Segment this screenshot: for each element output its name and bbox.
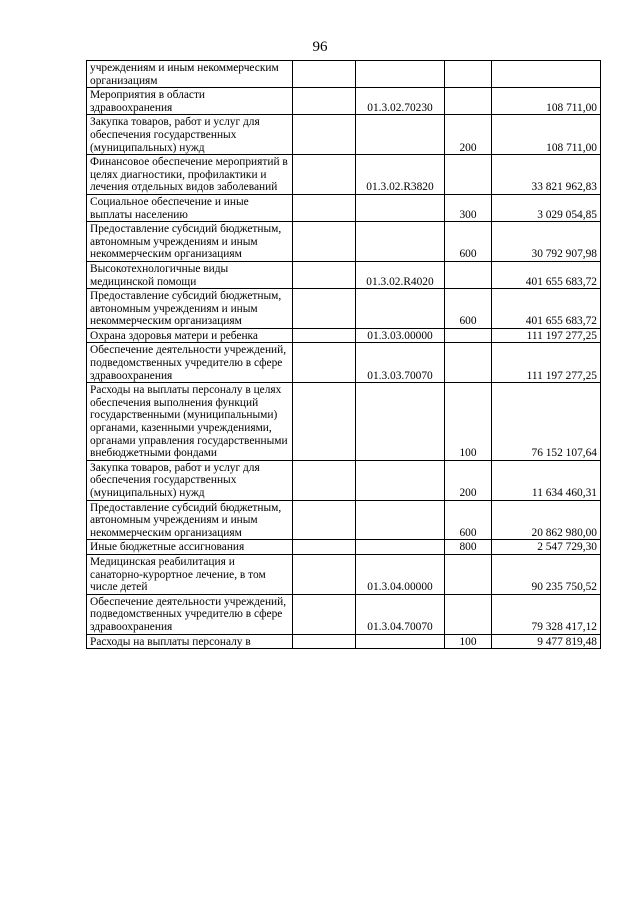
cell-amount: 401 655 683,72: [492, 289, 601, 329]
cell-name: Предоставление субсидий бюджетным, автономным учреждениям и иным некоммерческим организациям: [87, 222, 293, 262]
table-row: [87, 61, 601, 88]
cell-kind: 600: [445, 222, 492, 262]
cell-amount: 20 862 980,00: [492, 500, 601, 540]
cell-blank: [293, 261, 356, 288]
cell-code: 01.3.04.70070: [356, 594, 445, 634]
cell-amount: [492, 61, 601, 88]
cell-amount: 33 821 962,83: [492, 155, 601, 195]
cell-kind: [445, 343, 492, 383]
cell-kind: [445, 88, 492, 115]
cell-name: Предоставление субсидий бюджетным, автономным учреждениям и иным некоммерческим организациям: [87, 289, 293, 329]
cell-code: [356, 194, 445, 221]
cell-code: 01.3.03.00000: [356, 328, 445, 343]
cell-kind: 300: [445, 194, 492, 221]
cell-amount: 11 634 460,31: [492, 460, 601, 500]
cell-kind: 600: [445, 289, 492, 329]
cell-blank: [293, 328, 356, 343]
cell-kind: 100: [445, 634, 492, 649]
cell-blank: [293, 460, 356, 500]
cell-kind: 200: [445, 115, 492, 155]
table-row: [87, 261, 601, 288]
cell-amount: 76 152 107,64: [492, 383, 601, 461]
cell-blank: [293, 115, 356, 155]
cell-code: [356, 383, 445, 461]
table-row: [87, 343, 601, 383]
cell-code: [356, 61, 445, 88]
cell-blank: [293, 594, 356, 634]
cell-code: [356, 289, 445, 329]
cell-blank: [293, 289, 356, 329]
cell-name: Предоставление субсидий бюджетным, автономным учреждениям и иным некоммерческим организациям: [87, 500, 293, 540]
table-row: [87, 634, 601, 649]
cell-blank: [293, 61, 356, 88]
cell-blank: [293, 343, 356, 383]
table-row: [87, 328, 601, 343]
cell-name: Медицинская реабилитация и санаторно-курортное лечение, в том числе детей: [87, 554, 293, 594]
table-row: [87, 194, 601, 221]
budget-table-body: [87, 61, 601, 649]
cell-code: 01.3.02.70230: [356, 88, 445, 115]
table-row: [87, 289, 601, 329]
cell-name: Иные бюджетные ассигнования: [87, 540, 293, 555]
cell-amount: 111 197 277,25: [492, 328, 601, 343]
cell-kind: [445, 594, 492, 634]
cell-blank: [293, 540, 356, 555]
cell-blank: [293, 383, 356, 461]
cell-blank: [293, 222, 356, 262]
page-number: 96: [312, 39, 328, 55]
cell-name: Охрана здоровья матери и ребенка: [87, 328, 293, 343]
cell-amount: 3 029 054,85: [492, 194, 601, 221]
cell-kind: [445, 155, 492, 195]
cell-code: 01.3.04.00000: [356, 554, 445, 594]
cell-kind: [445, 61, 492, 88]
table-row: [87, 222, 601, 262]
cell-code: 01.3.02.R4020: [356, 261, 445, 288]
cell-name: учреждениям и иным некоммерческим организациям: [87, 61, 293, 88]
table-row: [87, 460, 601, 500]
cell-name: Финансовое обеспечение мероприятий в целях диагностики, профилактики и лечения отдельных видов заболеваний: [87, 155, 293, 195]
cell-code: 01.3.02.R3820: [356, 155, 445, 195]
cell-amount: 108 711,00: [492, 88, 601, 115]
cell-blank: [293, 554, 356, 594]
cell-name: Социальное обеспечение и иные выплаты населению: [87, 194, 293, 221]
cell-amount: 108 711,00: [492, 115, 601, 155]
cell-name: Расходы на выплаты персоналу в: [87, 634, 293, 649]
table-row: [87, 383, 601, 461]
cell-code: [356, 460, 445, 500]
cell-blank: [293, 194, 356, 221]
cell-amount: 30 792 907,98: [492, 222, 601, 262]
cell-kind: 200: [445, 460, 492, 500]
cell-amount: 90 235 750,52: [492, 554, 601, 594]
table-row: [87, 540, 601, 555]
cell-name: Обеспечение деятельности учреждений, подведомственных учредителю в сфере здравоохранения: [87, 594, 293, 634]
cell-name: Закупка товаров, работ и услуг для обеспечения государственных (муниципальных) нужд: [87, 115, 293, 155]
cell-blank: [293, 500, 356, 540]
cell-name: Обеспечение деятельности учреждений, подведомственных учредителю в сфере здравоохранения: [87, 343, 293, 383]
cell-name: Закупка товаров, работ и услуг для обеспечения государственных (муниципальных) нужд: [87, 460, 293, 500]
cell-amount: 111 197 277,25: [492, 343, 601, 383]
cell-blank: [293, 634, 356, 649]
table-row: [87, 155, 601, 195]
table-row: [87, 115, 601, 155]
table-row: [87, 500, 601, 540]
cell-code: 01.3.03.70070: [356, 343, 445, 383]
cell-kind: [445, 328, 492, 343]
cell-kind: 100: [445, 383, 492, 461]
cell-amount: 401 655 683,72: [492, 261, 601, 288]
cell-code: [356, 115, 445, 155]
cell-blank: [293, 88, 356, 115]
cell-name: Мероприятия в области здравоохранения: [87, 88, 293, 115]
cell-blank: [293, 155, 356, 195]
cell-code: [356, 222, 445, 262]
cell-code: [356, 540, 445, 555]
cell-amount: 79 328 417,12: [492, 594, 601, 634]
cell-name: Расходы на выплаты персоналу в целях обеспечения выполнения функций государственными (муниципальными) органами, казенными учреждениями, органами управления государственными внебюджетными фондами: [87, 383, 293, 461]
cell-amount: 9 477 819,48: [492, 634, 601, 649]
cell-kind: 800: [445, 540, 492, 555]
table-row: [87, 554, 601, 594]
cell-name: Высокотехнологичные виды медицинской помощи: [87, 261, 293, 288]
cell-code: [356, 634, 445, 649]
cell-kind: [445, 261, 492, 288]
budget-table: [86, 60, 601, 649]
cell-code: [356, 500, 445, 540]
cell-amount: 2 547 729,30: [492, 540, 601, 555]
table-row: [87, 88, 601, 115]
cell-kind: [445, 554, 492, 594]
table-row: [87, 594, 601, 634]
cell-kind: 600: [445, 500, 492, 540]
